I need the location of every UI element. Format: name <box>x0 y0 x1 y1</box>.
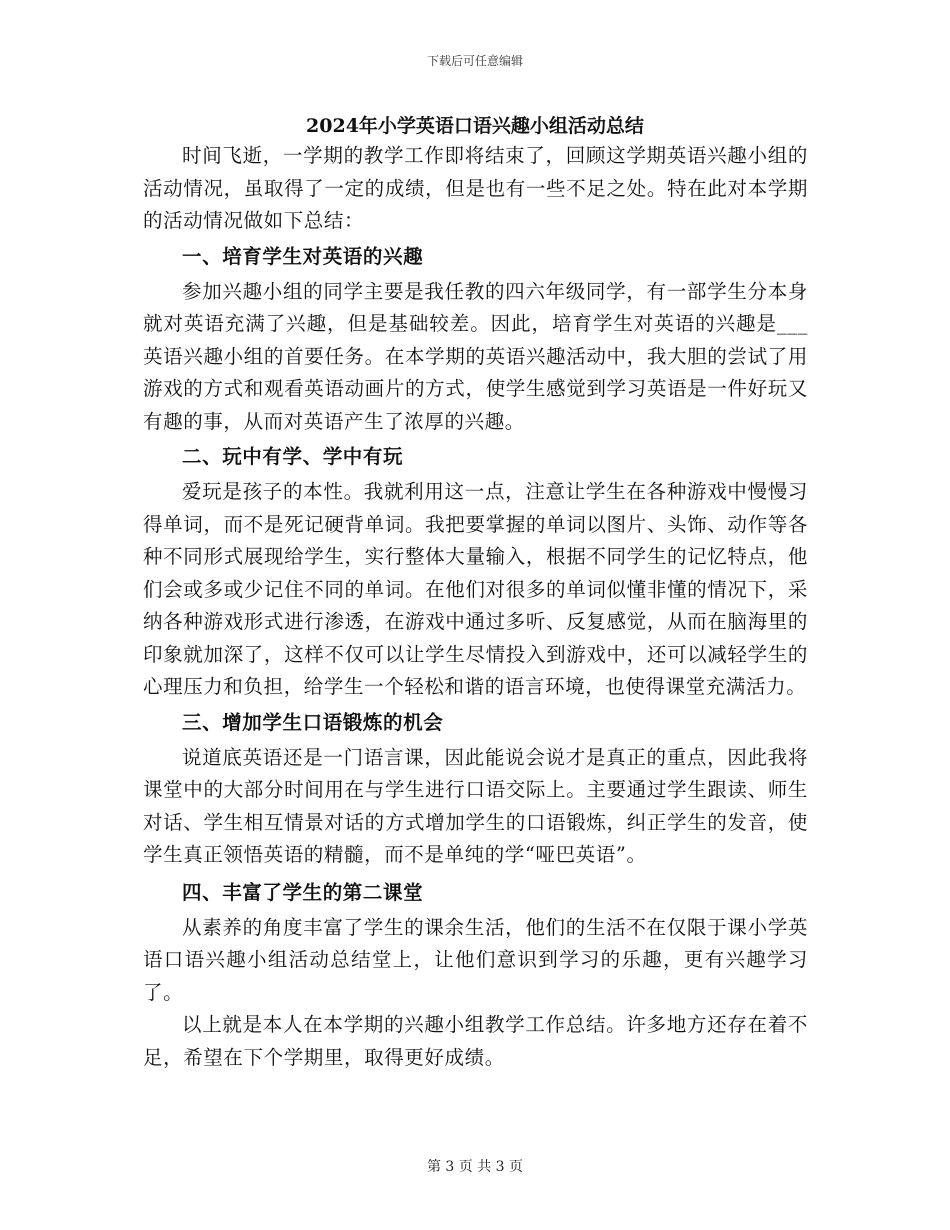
section-1-paragraph: 参加兴趣小组的同学主要是我任教的四六年级同学，有一部学生分本身就对英语充满了兴趣，但是基础较差。因此，培育学生对英语的兴趣是___英语兴趣小组的首要任务。在本学期的英语兴趣活动中，我大胆的尝试了用游戏的方式和观看英语动画片的方式，使学生感觉到学习英语是一件好玩又有趣的事，从而对英语产生了浓厚的兴趣。 <box>143 279 808 433</box>
closing-paragraph: 以上就是本人在本学期的兴趣小组教学工作总结。许多地方还存在着不足，希望在下个学期里，取得更好成绩。 <box>143 1013 808 1069</box>
section-heading-4: 四、丰富了学生的第二课堂 <box>182 880 424 904</box>
page-title: 2024年小学英语口语兴趣小组活动总结 <box>306 115 644 137</box>
section-2-paragraph: 爱玩是孩子的本性。我就利用这一点，注意让学生在各种游戏中慢慢习得单词，而不是死记硬背单词。我把要掌握的单词以图片、头饰、动作等各种不同形式展现给学生，实行整体大量输入，根据不同学生的记忆特点，他们会或多或少记住不同的单词。在他们对很多的单词似懂非懂的情况下，采纳各种游戏形式进行渗透，在游戏中通过多听、反复感觉，从而在脑海里的印象就加深了，这样不仅可以让学生尽情投入到游戏中，还可以减轻学生的心理压力和负担，给学生一个轻松和谐的语言环境，也使得课堂充满活力。 <box>143 480 808 698</box>
page-footer: 第 3 页 共 3 页 <box>426 1159 524 1175</box>
document-body <box>143 140 808 1074</box>
intro-paragraph: 时间飞逝，一学期的教学工作即将结束了，回顾这学期英语兴趣小组的活动情况，虽取得了一定的成绩，但是也有一些不足之处。特在此对本学期的活动情况做如下总结： <box>143 144 808 232</box>
header-note: 下载后可任意编辑 <box>426 54 523 68</box>
section-4-paragraph: 从素养的角度丰富了学生的课余生活，他们的生活不在仅限于课小学英语口语兴趣小组活动总结堂上，让他们意识到学习的乐趣，更有兴趣学习了。 <box>143 915 808 1004</box>
section-heading-2: 二、玩中有学、学中有玩 <box>182 445 404 468</box>
section-3-paragraph: 说道底英语还是一门语言课，因此能说会说才是真正的重点，因此我将课堂中的大部分时间用在与学生进行口语交际上。主要通过学生跟读、师生对话、学生相互情景对话的方式增加学生的口语锻炼，纠正学生的发音，使学生真正领悟英语的精髓，而不是单纯的学“哑巴英语”。 <box>143 745 808 866</box>
section-heading-3: 三、增加学生口语锻炼的机会 <box>182 710 444 734</box>
section-heading-1: 一、培育学生对英语的兴趣 <box>182 244 424 268</box>
